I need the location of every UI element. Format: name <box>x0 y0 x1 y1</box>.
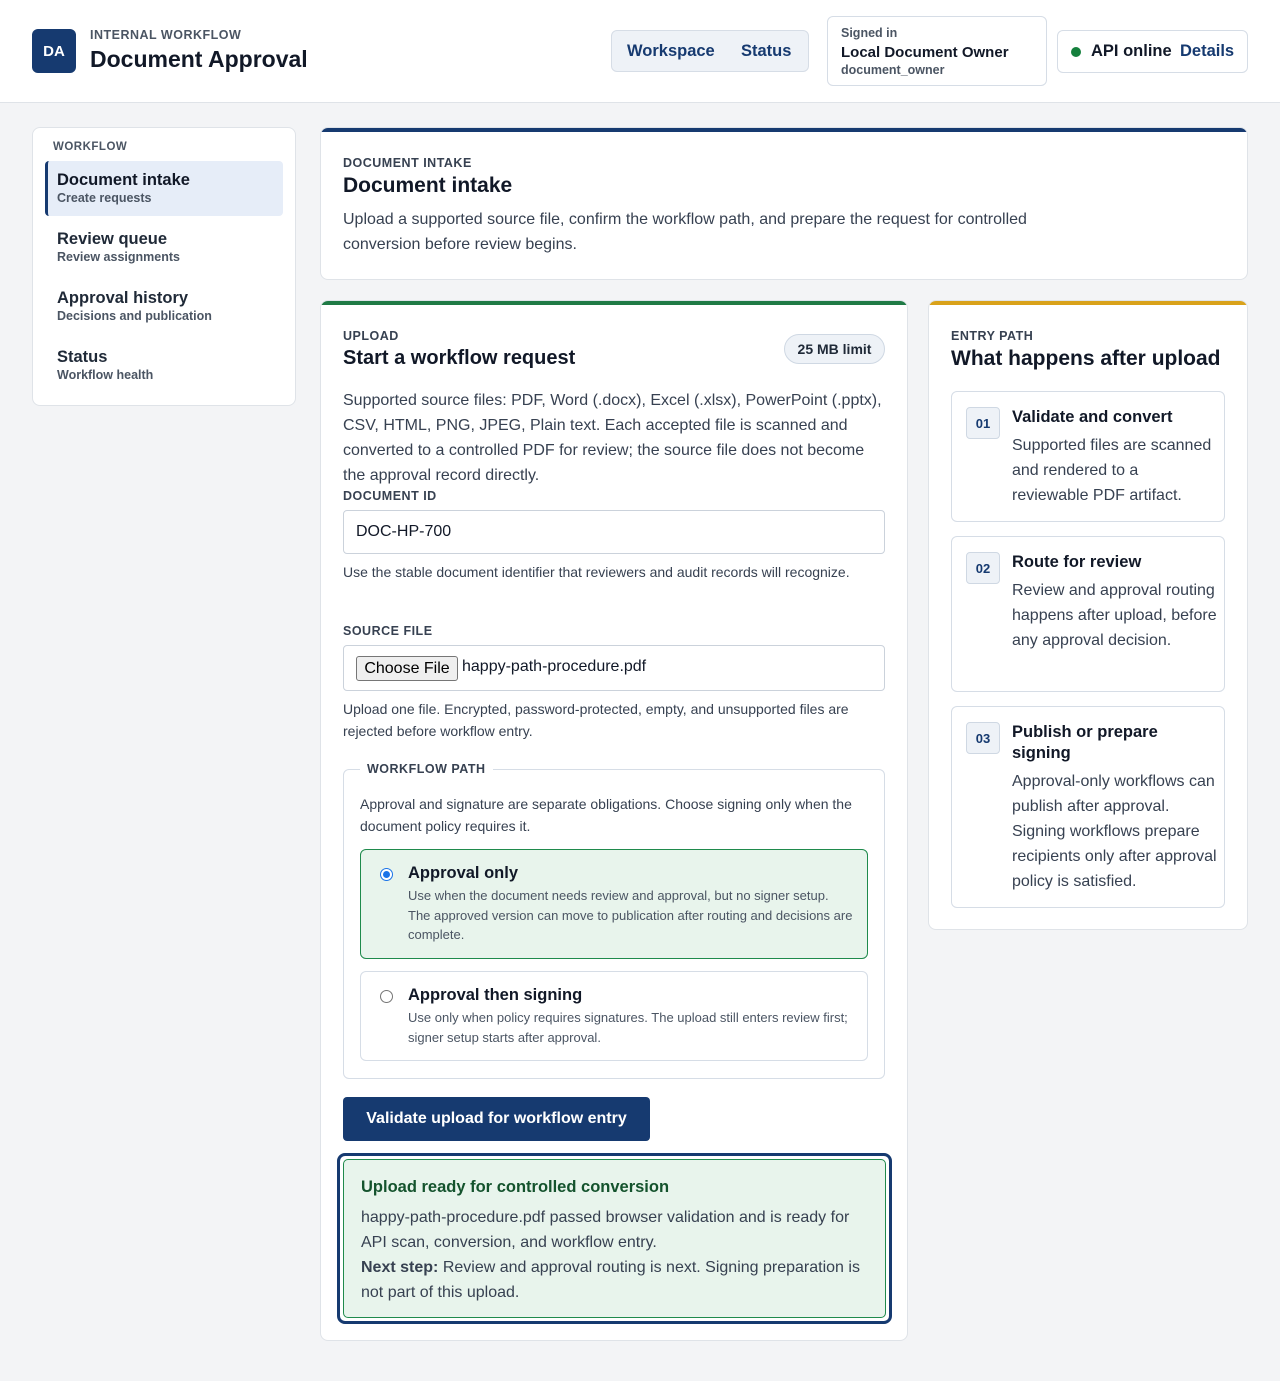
intake-description: Upload a supported source file, confirm the workflow path, and prepare the request for controlled conversion before review begins. <box>343 211 1027 253</box>
nav-workspace-link[interactable]: Workspace <box>627 42 715 60</box>
sidebar <box>32 127 296 406</box>
sidebar-item-title: Review queue <box>57 230 168 248</box>
intake-eyebrow: DOCUMENT INTAKE <box>343 156 472 170</box>
result-message: happy-path-procedure.pdf passed browser validation and is ready for API scan, conversion, and workflow entry. <box>361 1209 850 1251</box>
step-title: Publish or prepare signing <box>1012 723 1158 762</box>
sidebar-item-subtitle: Decisions and publication <box>57 309 212 323</box>
upload-result-alert <box>337 1153 892 1324</box>
size-limit-badge: 25 MB limit <box>784 334 885 364</box>
step-number: 02 <box>966 552 1000 584</box>
step-description: Approval-only workflows can publish after approval. Signing workflows prepare recipients only after approval policy is satisfied. <box>1012 773 1217 890</box>
option-approval-only[interactable] <box>360 849 868 959</box>
sidebar-item-review-queue[interactable] <box>45 220 283 275</box>
panel-accent-bar <box>321 128 1247 132</box>
signed-in-label: Signed in <box>841 26 898 40</box>
page-title: Document intake <box>343 174 513 197</box>
app-title: Document Approval <box>90 46 308 72</box>
step-title: Route for review <box>1012 553 1142 571</box>
option-description: Use only when policy requires signatures. The upload still enters review first; signer setup starts after approval. <box>408 1010 848 1045</box>
next-step-label: Next step: <box>361 1259 439 1276</box>
workflow-path-legend: WORKFLOW PATH <box>360 762 493 776</box>
app-eyebrow: INTERNAL WORKFLOW <box>90 28 242 42</box>
source-file-input[interactable] <box>343 645 885 691</box>
workflow-path-fieldset <box>343 762 885 1079</box>
upload-panel <box>320 300 908 1341</box>
document-id-help: Use the stable document identifier that reviewers and audit records will recognize. <box>343 564 850 580</box>
step-description: Review and approval routing happens after upload, before any approval decision. <box>1012 582 1217 649</box>
workflow-path-intro: Approval and signature are separate obligations. Choose signing only when the document policy requires it. <box>360 796 852 834</box>
signed-in-card <box>827 16 1047 86</box>
result-title: Upload ready for controlled conversion <box>361 1178 670 1196</box>
validate-upload-button[interactable]: Validate upload for workflow entry <box>343 1097 650 1141</box>
nav-status-link[interactable]: Status <box>741 42 792 60</box>
radio-approval-then-signing[interactable] <box>380 990 393 1003</box>
step-card-validate <box>951 391 1225 522</box>
result-message-block <box>361 1205 876 1305</box>
upload-eyebrow: UPLOAD <box>343 329 399 343</box>
upload-result-box <box>343 1159 886 1318</box>
sidebar-item-document-intake[interactable] <box>45 161 283 216</box>
document-id-input[interactable]: DOC-HP-700 <box>343 510 885 554</box>
sidebar-item-subtitle: Review assignments <box>57 250 180 264</box>
step-title: Validate and convert <box>1012 408 1173 426</box>
app-logo: DA <box>32 29 76 73</box>
entry-title: What happens after upload <box>951 347 1221 370</box>
api-status-card <box>1057 30 1248 73</box>
sidebar-item-title: Status <box>57 348 108 366</box>
entry-path-panel <box>928 300 1248 930</box>
selected-file-name: happy-path-procedure.pdf <box>462 658 647 675</box>
upload-title: Start a workflow request <box>343 347 576 369</box>
source-file-label: SOURCE FILE <box>343 624 433 638</box>
sidebar-item-subtitle: Workflow health <box>57 368 154 382</box>
status-dot-icon <box>1071 47 1081 57</box>
option-title: Approval only <box>408 864 519 882</box>
entry-eyebrow: ENTRY PATH <box>951 329 1034 343</box>
supported-files-text: Supported source files: PDF, Word (.docx), Excel (.xlsx), PowerPoint (.pptx), CSV, HTML, PNG, JPEG, Plain text. Each accepted file is scanned and converted to a controlled PDF for review; the source file does not become the approval record directly. <box>343 392 882 484</box>
source-file-help: Upload one file. Encrypted, password-protected, empty, and unsupported files are rejected before workflow entry. <box>343 701 849 739</box>
top-nav <box>611 30 809 72</box>
sidebar-item-title: Document intake <box>57 171 190 189</box>
sidebar-item-subtitle: Create requests <box>57 191 152 205</box>
sidebar-item-status[interactable] <box>45 338 283 393</box>
option-description: Use when the document needs review and approval, but no signer setup. The approved version can move to publication after routing and decisions are complete. <box>408 888 853 942</box>
user-name: Local Document Owner <box>841 44 1009 61</box>
panel-accent-bar <box>321 301 907 305</box>
radio-approval-only[interactable] <box>380 868 393 881</box>
panel-accent-bar <box>929 301 1247 305</box>
step-card-publish <box>951 706 1225 908</box>
sidebar-item-approval-history[interactable] <box>45 279 283 334</box>
api-details-link[interactable]: Details <box>1180 42 1235 60</box>
document-id-label: DOCUMENT ID <box>343 489 437 503</box>
app-header <box>0 0 1280 103</box>
user-id: document_owner <box>841 63 945 77</box>
step-description: Supported files are scanned and rendered to a reviewable PDF artifact. <box>1012 437 1212 504</box>
step-number: 01 <box>966 407 1000 439</box>
choose-file-button[interactable]: Choose File <box>356 656 458 681</box>
step-card-route <box>951 536 1225 692</box>
next-step-text: Review and approval routing is next. Signing preparation is not part of this upload. <box>361 1259 860 1301</box>
intake-panel <box>320 127 1248 280</box>
step-number: 03 <box>966 722 1000 754</box>
sidebar-item-title: Approval history <box>57 289 189 307</box>
option-title: Approval then signing <box>408 986 583 1004</box>
option-approval-then-signing[interactable] <box>360 971 868 1061</box>
api-status-text: API online <box>1091 42 1172 60</box>
sidebar-heading: WORKFLOW <box>53 141 128 153</box>
